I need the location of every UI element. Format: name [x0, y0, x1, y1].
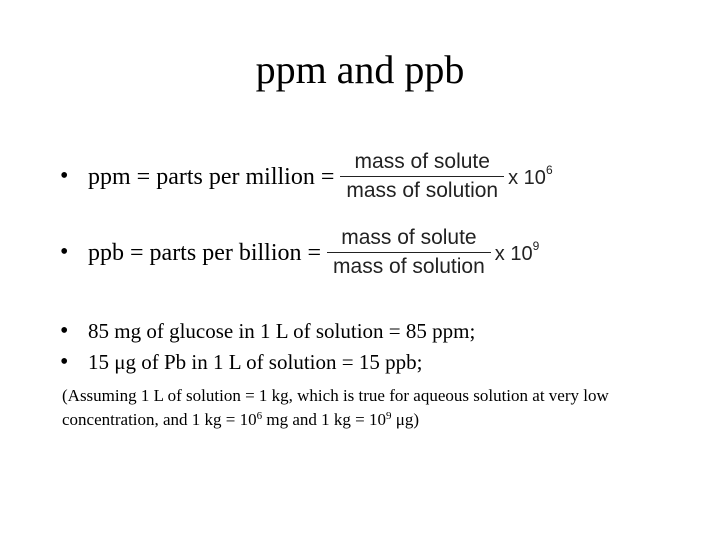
ppm-multiplier [508, 163, 553, 190]
bullet-icon: • [60, 318, 69, 344]
ppb-label: ppb = parts per billion = [88, 239, 322, 266]
example-lead [60, 349, 422, 375]
bullet-icon: • [60, 163, 69, 189]
example-lead-text: 15 μg of Pb in 1 L of solution = 15 ppb; [88, 350, 423, 374]
ppb-multiplier-base: x 10 [494, 243, 533, 265]
ppm-fraction-bar [340, 176, 504, 177]
ppb-multiplier-exponent: 9 [532, 239, 540, 253]
ppm-denominator: mass of solution [346, 179, 499, 202]
ppm-multiplier-exponent: 6 [545, 163, 553, 177]
note-exponent-6: 6 [256, 410, 263, 422]
note-text-part3: μg) [391, 410, 420, 429]
ppb-denominator: mass of solution [333, 255, 485, 278]
ppm-fraction [340, 150, 504, 203]
example-glucose [60, 318, 475, 344]
page-title: ppm and ppb [255, 47, 465, 92]
example-glucose-text: 85 mg of glucose in 1 L of solution = 85 ppm; [88, 319, 476, 343]
ppb-fraction-bar [327, 252, 491, 253]
ppm-numerator: mass of solute [354, 150, 490, 173]
ppm-definition [60, 150, 553, 203]
ppb-fraction [327, 226, 491, 279]
ppb-multiplier [495, 239, 540, 266]
ppb-numerator: mass of solute [341, 226, 477, 249]
assumption-note [62, 384, 662, 432]
note-text-part2: mg and 1 kg = 10 [262, 410, 387, 429]
ppm-multiplier-base: x 10 [508, 167, 546, 189]
ppb-definition [60, 226, 539, 279]
note-text-part1: (Assuming 1 L of solution = 1 kg, which is true for aqueous solution at very low concentration, and 1 kg = 10 [62, 386, 609, 429]
ppm-label: ppm = parts per million = [88, 163, 335, 190]
note-exponent-9: 9 [386, 410, 392, 422]
bullet-icon: • [60, 349, 69, 375]
bullet-icon: • [60, 239, 69, 265]
